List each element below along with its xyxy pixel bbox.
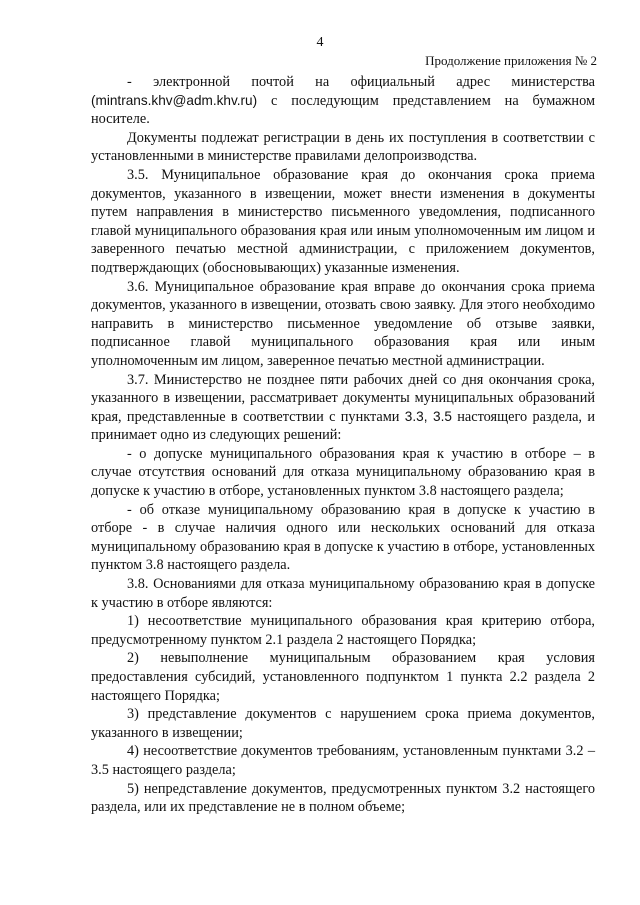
page-number: 4: [316, 35, 324, 50]
paragraph-3-7: [91, 371, 595, 445]
ground-2: 2) невыполнение муниципальным образованием края условия предоставления субсидий, установленного подпунктом 1 пункта 2.2 раздела 2 настоящего Порядка;: [91, 650, 595, 704]
paragraph-3-8: 3.8. Основаниями для отказа муниципальному образованию края в допуске к участию в отборе являются:: [91, 576, 595, 611]
paragraph-registration: Документы подлежат регистрации в день их поступления в соответствии с установленными в министерстве правилами делопроизводства.: [91, 129, 595, 165]
ground-1: 1) несоответствие муниципального образования края критерию отбора, предусмотренному пунктом 2.1 раздела 2 настоящего Порядка;: [91, 613, 595, 648]
paragraph-text: - электронной почтой на официальный адрес министерства: [127, 74, 595, 90]
ground-3: 3) представление документов с нарушением срока приема документов, указанного в извещении;: [91, 706, 595, 741]
decision-admit: - о допуске муниципального образования края к участию в отборе – в случае отсутствия оснований для отказа муниципальному образованию края в допуске к участию в отборе, установленных пунктом 3.8 настоящего раздела;: [91, 445, 595, 500]
email-address: (mintrans.khv@adm.khv.ru): [91, 92, 258, 108]
appendix-label: Продолжение приложения № 2: [425, 53, 597, 68]
paragraph-email: [91, 73, 595, 129]
section-refs: 3.3, 3.5: [404, 408, 452, 424]
paragraph-text: настоящего раздела, и принимает одно из следующих решений:: [91, 408, 595, 444]
paragraph-3-5: 3.5. Муниципальное образование края до окончания срока приема документов, указанного в извещении, может внести изменения в документы путем направления в министерство письменного уведомления, подписанного главой муниципального образования края или иным уполномоченным им лицом и заверенного печатью местной администрации, с приложением документов, подтверждающих (обосновывающих) указанные изменения.: [91, 166, 595, 276]
ground-5: 5) непредставление документов, предусмотренных пунктом 3.2 настоящего раздела, или их представление не в полном объеме;: [91, 780, 595, 816]
ground-4: 4) несоответствие документов требованиям, установленным пунктами 3.2 – 3.5 настоящего раздела;: [91, 743, 595, 778]
decision-refuse: - об отказе муниципальному образованию края в допуске к участию в отборе - в случае наличия одного или нескольких оснований для отказа муниципальному образованию края в допуске к участию в отборе, установленных пунктом 3.8 настоящего раздела.: [91, 501, 595, 574]
paragraph-text: с последующим представлением на бумажном носителе.: [91, 92, 595, 128]
paragraph-3-6: 3.6. Муниципальное образование края вправе до окончания срока приема документов, указанного в извещении, отозвать свою заявку. Для этого необходимо направить в министерство письменное уведомление об отзыве заявки, подписанное главой муниципального образования края или иным уполномоченным им лицом, заверенное печатью местной администрации.: [91, 278, 595, 369]
paragraph-text: 3.7. Министерство не позднее пяти рабочих дней со дня окончания срока, указанного в извещении, рассматривает документы муниципальных образований края, представленные в соответствии с пунктами: [91, 371, 595, 425]
document-body: [91, 73, 595, 817]
